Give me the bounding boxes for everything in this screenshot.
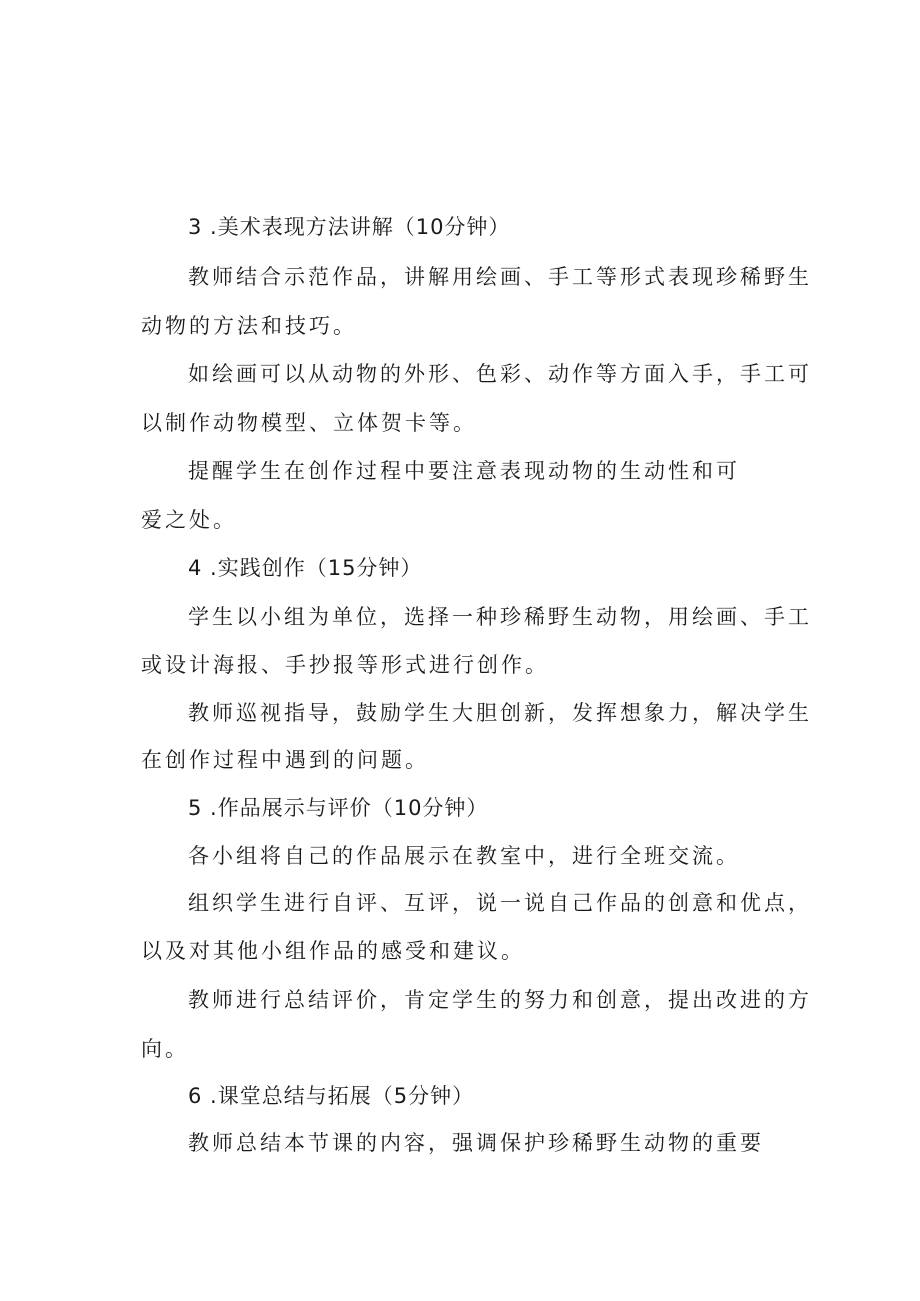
paragraph-line: 在创作过程中遇到的问题。 [141,748,429,772]
paragraph-line: 动物的方法和技巧。 [141,314,357,338]
paragraph-line: 各小组将自己的作品展示在教室中，进行全班交流。 [188,844,740,868]
section-heading-5: 5 .作品展示与评价（10分钟） [188,796,489,820]
section-heading-6: 6 .课堂总结与拓展（5分钟） [188,1084,475,1108]
paragraph-line: 或设计海报、手抄报等形式进行创作。 [141,653,549,677]
paragraph-line: 教师总结本节课的内容，强调保护珍稀野生动物的重要 [188,1131,764,1155]
paragraph-line: 爱之处。 [141,508,237,532]
paragraph-line: 学生以小组为单位，选择一种珍稀野生动物，用绘画、手工 [188,605,812,629]
section-heading-3: 3 .美术表现方法讲解（10分钟） [188,215,511,239]
paragraph-line: 提醒学生在创作过程中要注意表现动物的生动性和可 [188,459,740,483]
paragraph-line: 以制作动物模型、立体贺卡等。 [141,411,477,435]
paragraph-line: 如绘画可以从动物的外形、色彩、动作等方面入手，手工可 [188,362,812,386]
paragraph-line: 向。 [141,1037,189,1061]
paragraph-line: 教师结合示范作品，讲解用绘画、手工等形式表现珍稀野生 [188,265,812,289]
paragraph-line: 教师进行总结评价，肯定学生的努力和创意，提出改进的方 [188,988,812,1012]
section-heading-4: 4 .实践创作（15分钟） [188,556,423,580]
paragraph-line: 以及对其他小组作品的感受和建议。 [141,939,525,963]
paragraph-line: 组织学生进行自评、互评，说一说自己作品的创意和优点， [188,891,812,915]
paragraph-line: 教师巡视指导，鼓励学生大胆创新，发挥想象力，解决学生 [188,701,812,725]
